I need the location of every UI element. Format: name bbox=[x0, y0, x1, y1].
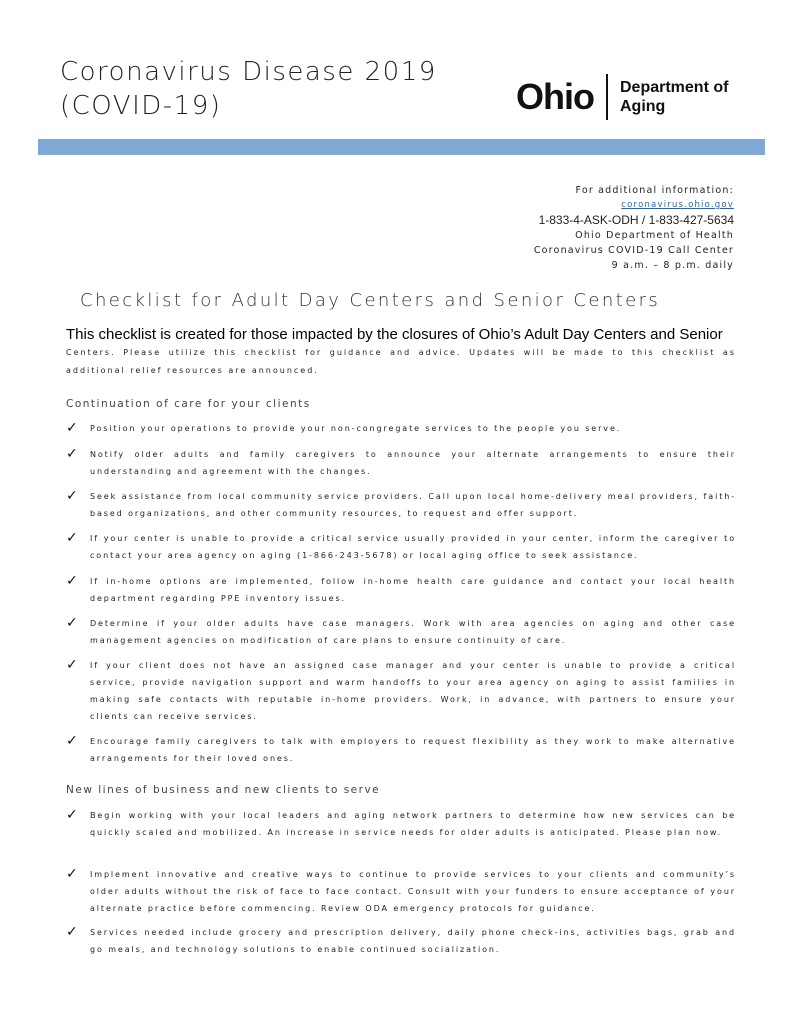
logo-wordmark: Ohio bbox=[516, 76, 594, 117]
section-heading-continuation: Continuation of care for your clients bbox=[66, 398, 311, 410]
checklist-item-text: If in-home options are implemented, follow in-home health care guidance and contact your local health department regarding PPE inventory issues. bbox=[90, 577, 736, 603]
checklist-item-text: Position your operations to provide your non-congregate services to the people you serve. bbox=[90, 424, 622, 433]
section-heading-new-business: New lines of business and new clients to serve bbox=[66, 784, 381, 796]
title-line-1: Coronavirus Disease 2019 bbox=[60, 57, 437, 87]
logo-divider bbox=[606, 74, 608, 120]
checkmark-icon: ✓ bbox=[66, 924, 78, 940]
website-link[interactable]: coronavirus.ohio.gov bbox=[621, 200, 734, 210]
logo-dept-line-1: Department of bbox=[619, 79, 729, 96]
logo-department bbox=[620, 78, 728, 116]
checklist-item-text: Services needed include grocery and prescription delivery, daily phone check-ins, activities bags, grab and go meals, and technology solutions to enable continued socialization. bbox=[90, 928, 736, 954]
checklist-item bbox=[66, 733, 736, 767]
intro-paragraph bbox=[66, 326, 736, 380]
checklist-item bbox=[66, 446, 736, 480]
document-title bbox=[60, 55, 437, 123]
checklist-item-text: Implement innovative and creative ways to continue to provide services to your clients and community’s older adults without the risk of face to face contact. Consult with your funders to ensure acceptance of your alternate practice before commencing. Review ODA emergency protocols for guidance. bbox=[90, 870, 736, 913]
title-line-2: (COVID-19) bbox=[60, 91, 222, 121]
info-hours: 9 a.m. – 8 p.m. daily bbox=[611, 260, 734, 271]
logo-dept-line-2: Aging bbox=[619, 98, 666, 115]
ohio-aging-logo bbox=[516, 72, 728, 122]
checkmark-icon: ✓ bbox=[66, 446, 78, 462]
info-label: For additional information: bbox=[575, 185, 734, 196]
checkmark-icon: ✓ bbox=[66, 866, 78, 882]
checklist-item bbox=[66, 420, 736, 437]
checklist-item-text: Seek assistance from local community service providers. Call upon local home-delivery meal providers, faith-based organizations, and other community resources, to request and offer support. bbox=[90, 492, 736, 518]
checklist-item-text: Begin working with your local leaders and aging network partners to determine how new services can be quickly scaled and mobilized. An increase in service needs for older adults is anticipated. Please plan now. bbox=[90, 811, 736, 837]
intro-rest: Centers. Please utilize this checklist for guidance and advice. Updates will be made to this checklist as additional relief resources are announced. bbox=[66, 348, 736, 375]
info-call-center: Coronavirus COVID-19 Call Center bbox=[533, 245, 734, 256]
checklist-item bbox=[66, 615, 736, 649]
checklist-item bbox=[66, 530, 736, 564]
checklist-item bbox=[66, 573, 736, 607]
checkmark-icon: ✓ bbox=[66, 530, 78, 546]
checklist-item-text: If your client does not have an assigned case manager and your center is unable to provide a critical service, provide navigation support and warm handoffs to your area agency on aging to assist families in making safe contacts with reputable in-home providers. Work, in advance, with partners to ensure your clients can receive services. bbox=[90, 661, 736, 721]
checklist-item-text: Encourage family caregivers to talk with employers to request flexibility as they work to make alternative arrangements for their loved ones. bbox=[90, 737, 736, 763]
checklist-item bbox=[66, 657, 736, 725]
info-org: Ohio Department of Health bbox=[575, 230, 734, 241]
contact-info-block bbox=[534, 183, 734, 273]
checkmark-icon: ✓ bbox=[66, 488, 78, 504]
intro-line-1: This checklist is created for those impacted by the closures of Ohio’s Adult Day Centers and Senior bbox=[66, 326, 723, 343]
checklist-item bbox=[66, 866, 736, 917]
checklist-item bbox=[66, 807, 736, 841]
header-accent-bar bbox=[38, 139, 765, 155]
checkmark-icon: ✓ bbox=[66, 420, 78, 436]
checkmark-icon: ✓ bbox=[66, 615, 78, 631]
checklist-item bbox=[66, 924, 736, 958]
checklist-item-text: Notify older adults and family caregivers to announce your alternate arrangements to ensure their understanding and agreement with the changes. bbox=[90, 450, 736, 476]
checkmark-icon: ✓ bbox=[66, 657, 78, 673]
checkmark-icon: ✓ bbox=[66, 573, 78, 589]
checkmark-icon: ✓ bbox=[66, 807, 78, 823]
checklist-title: Checklist for Adult Day Centers and Senior Centers bbox=[80, 290, 661, 311]
checkmark-icon: ✓ bbox=[66, 733, 78, 749]
phone-numbers: 1-833-4-ASK-ODH / 1-833-427-5634 bbox=[538, 213, 734, 227]
checklist-item-text: Determine if your older adults have case managers. Work with area agencies on aging and other case management agencies on modification of care plans to ensure continuity of care. bbox=[90, 619, 736, 645]
checklist-item-text: If your center is unable to provide a critical service usually provided in your center, inform the caregiver to contact your area agency on aging (1-866-243-5678) or local aging office to seek assistance. bbox=[90, 534, 736, 560]
checklist-item bbox=[66, 488, 736, 522]
